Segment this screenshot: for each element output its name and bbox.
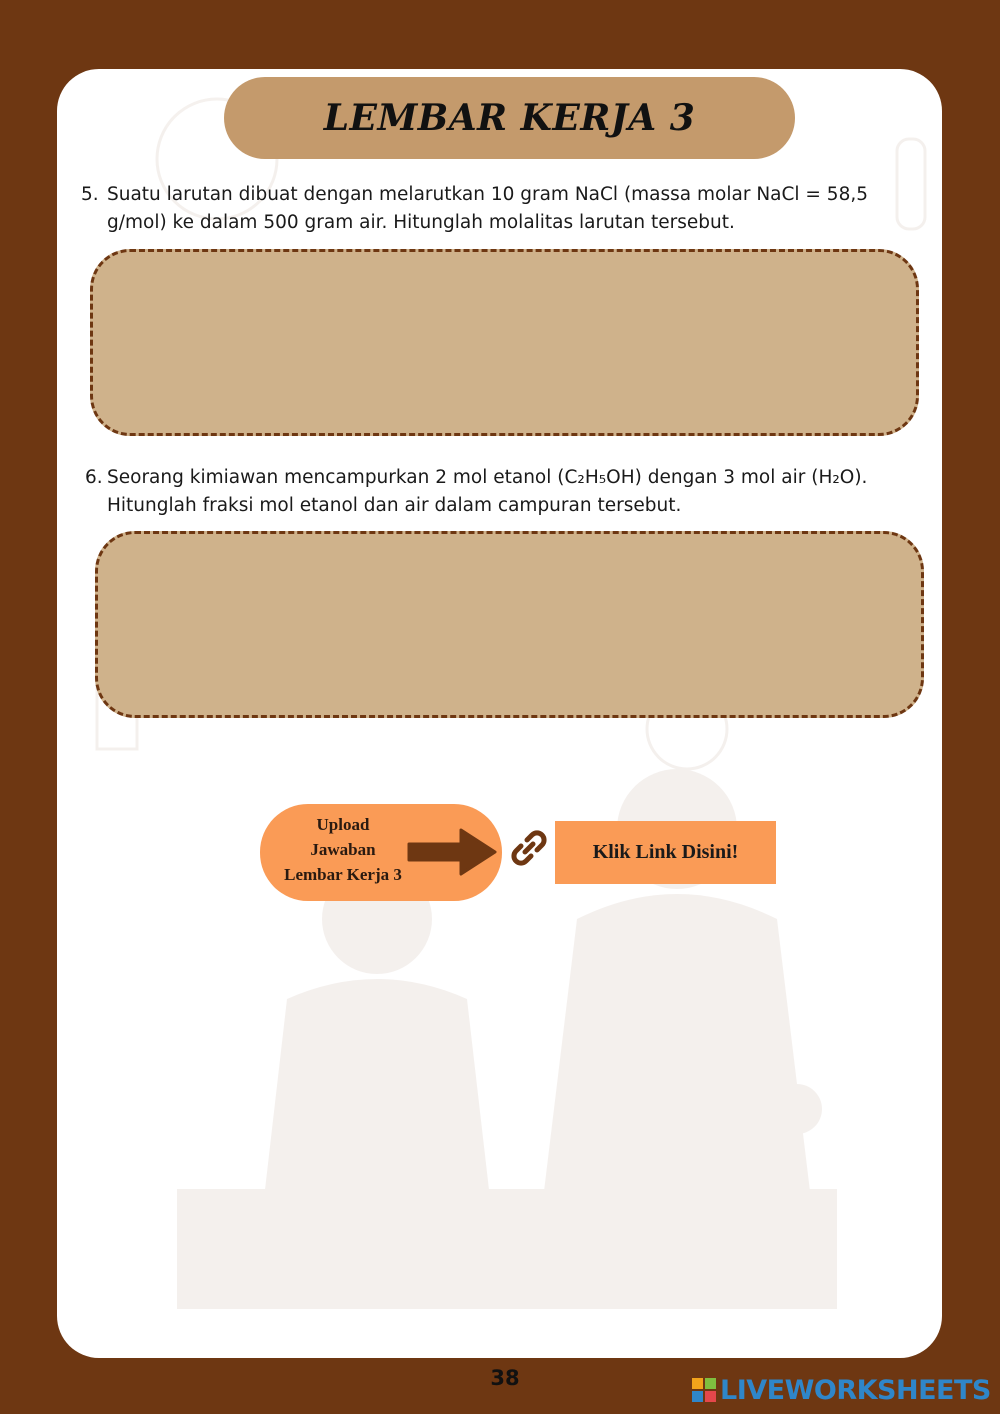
page-title: LEMBAR KERJA 3 <box>323 97 696 139</box>
link-chain-icon <box>507 826 551 870</box>
worksheet-page <box>57 69 942 1358</box>
question-text-line: Hitunglah fraksi mol etanol dan air dalam campuran tersebut. <box>107 495 682 516</box>
arrow-right-icon <box>405 826 500 878</box>
upload-line: Lembar Kerja 3 <box>284 865 402 884</box>
worksheet-title-banner <box>224 77 795 159</box>
upload-instruction <box>268 812 418 887</box>
upload-line: Jawaban <box>310 840 376 859</box>
page-number: 38 <box>490 1366 520 1390</box>
question-text-line: Suatu larutan dibuat dengan melarutkan 10 gram NaCl (massa molar NaCl = 58,5 <box>107 184 869 205</box>
upload-line: Upload <box>316 815 370 834</box>
answer-field-6[interactable] <box>95 531 924 718</box>
question-6 <box>85 464 915 522</box>
brand-name: LIVEWORKSHEETS <box>720 1374 991 1406</box>
question-number: 6. <box>85 467 103 488</box>
question-number: 5. <box>81 184 99 205</box>
upload-answer-label <box>260 804 502 901</box>
answer-field-5[interactable] <box>90 249 919 436</box>
question-5 <box>81 181 901 239</box>
question-text-line: g/mol) ke dalam 500 gram air. Hitunglah molalitas larutan tersebut. <box>107 212 735 233</box>
question-text-line: Seorang kimiawan mencampurkan 2 mol etanol (C₂H₅OH) dengan 3 mol air (H₂O). <box>107 467 868 488</box>
liveworksheets-logo-icon <box>692 1378 716 1402</box>
liveworksheets-logo <box>692 1374 991 1406</box>
open-link-button[interactable]: Klik Link Disini! <box>555 821 776 884</box>
